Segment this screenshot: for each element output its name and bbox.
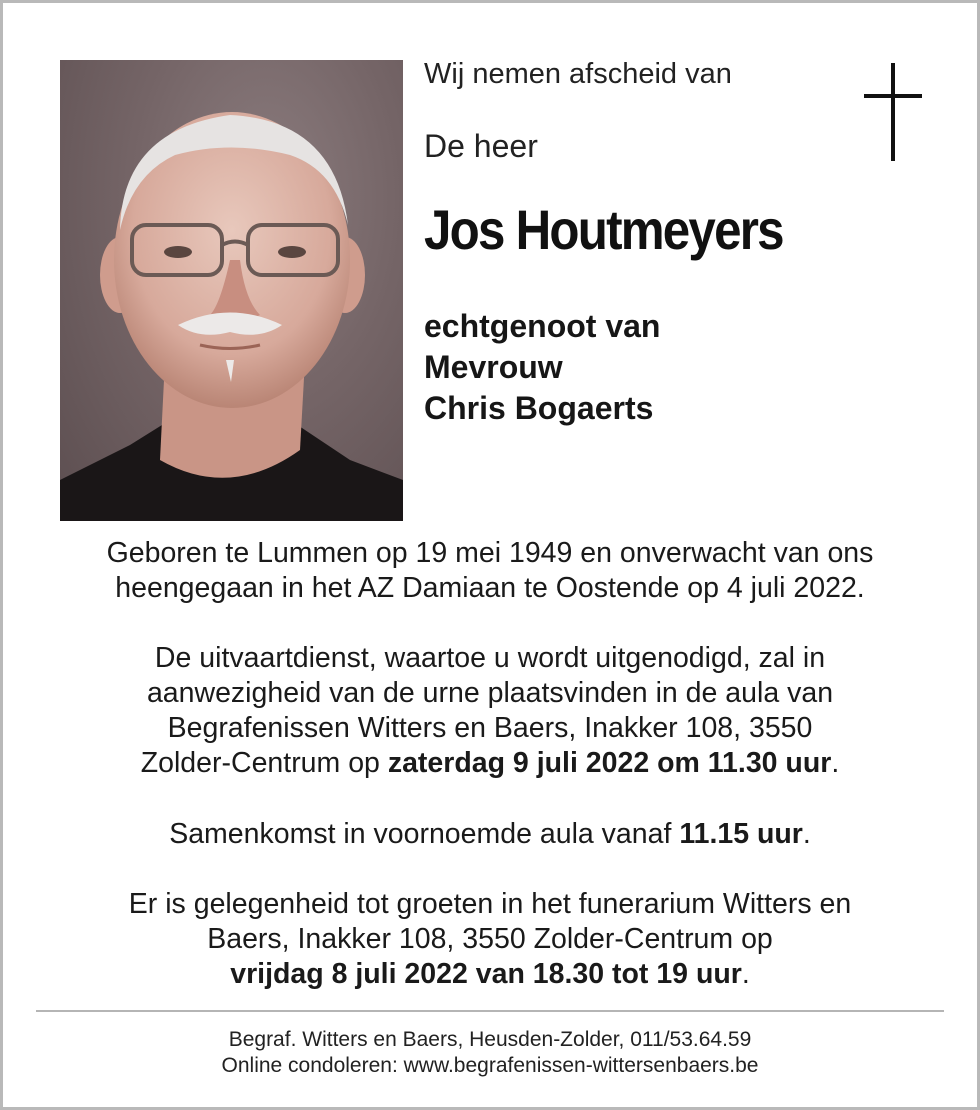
text-line: De uitvaartdienst, waartoe u wordt uitgenodigd, zal in [154,642,826,674]
spouse-line: echtgenoot van [424,308,661,344]
funeral-home-contact: Begraf. Witters en Baers, Heusden-Zolder, 011/53.64.59 [228,1028,752,1051]
spouse-block [424,306,660,429]
service-paragraph [33,641,947,781]
text-line: Begrafenissen Witters en Baers, Inakker 108, 3550 [167,712,813,744]
visitation-datetime: vrijdag 8 juli 2022 van 18.30 tot 19 uur [230,958,742,990]
online-condolence: Online condoleren: www.begrafenissen-wittersenbaers.be [221,1054,759,1077]
cross-icon [864,63,922,161]
service-datetime: zaterdag 9 juli 2022 om 11.30 uur [387,747,832,779]
text-line: aanwezigheid van de urne plaatsvinden in de aula van [146,677,834,709]
divider [36,1010,944,1012]
birth-paragraph [33,536,947,606]
text-segment: Zolder-Centrum op [140,747,388,779]
portrait-photo [60,60,403,521]
text-line: Geboren te Lummen op 19 mei 1949 en onverwacht van ons [106,537,874,569]
text-line [33,817,947,852]
text-segment: . [802,818,811,850]
honorific: De heer [424,128,538,164]
text-segment: . [831,747,840,779]
text-line [33,957,947,992]
text-segment: Samenkomst in voornoemde aula vanaf [169,818,680,850]
intro-text: Wij nemen afscheid van [424,58,732,90]
footer [33,1027,947,1079]
spouse-line: Mevrouw [424,349,563,385]
text-line [33,746,947,781]
gathering-time: 11.15 uur [679,818,803,850]
portrait-illustration [60,60,403,521]
text-line: heengegaan in het AZ Damiaan te Oostende op 4 juli 2022. [115,572,865,604]
deceased-name: Jos Houtmeyers [424,198,783,261]
text-line: Er is gelegenheid tot groeten in het funerarium Witters en [128,888,852,920]
spouse-line: Chris Bogaerts [424,390,654,426]
gathering-paragraph [33,817,947,852]
text-segment: . [741,958,750,990]
text-line: Baers, Inakker 108, 3550 Zolder-Centrum op [207,923,773,955]
visitation-paragraph [33,887,947,992]
